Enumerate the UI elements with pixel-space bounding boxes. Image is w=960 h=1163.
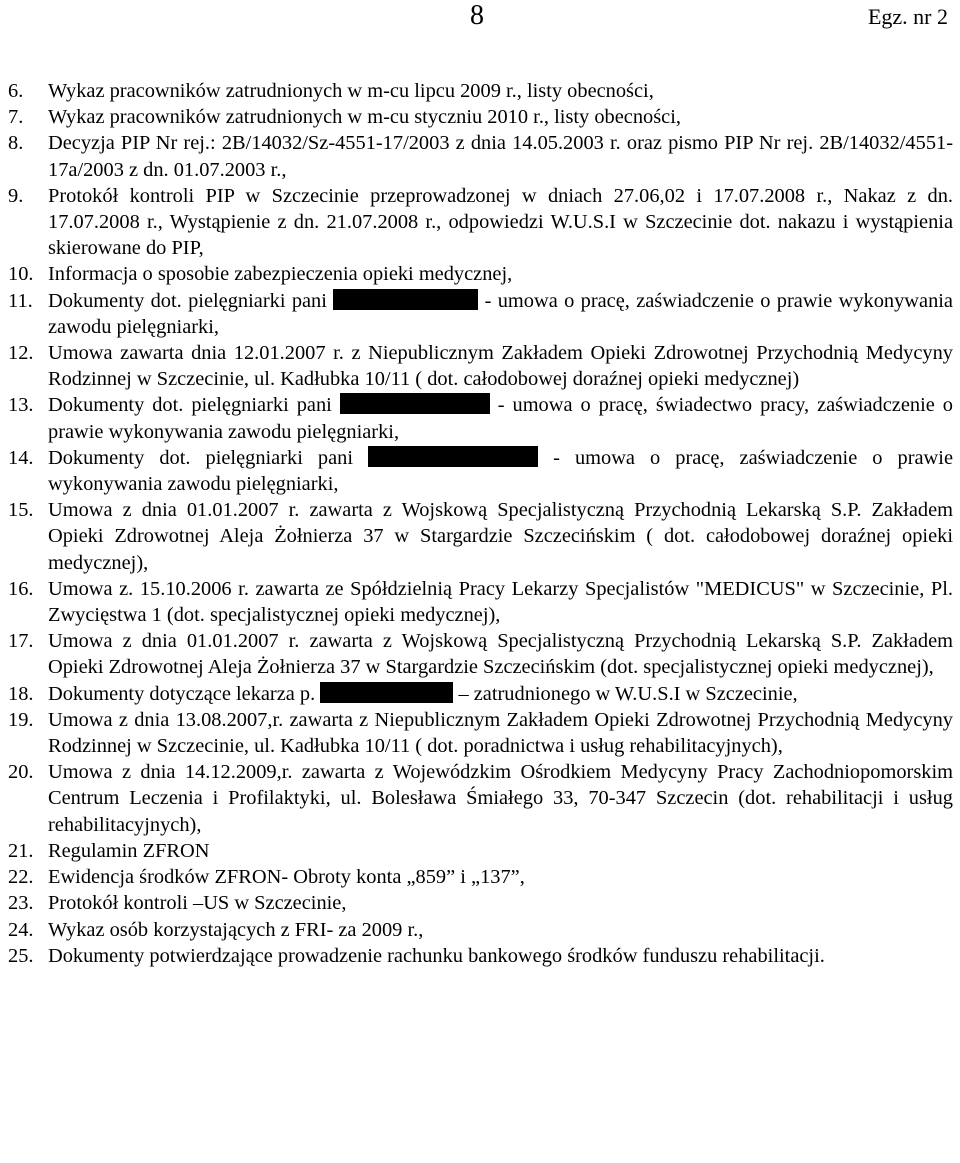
document-list (8, 78, 953, 969)
item-number: 17. (8, 630, 34, 653)
list-item (8, 759, 953, 838)
item-text: Decyzja PIP Nr rej.: 2B/14032/Sz-4551-17/2003 z dnia 14.05.2003 r. oraz pismo PIP Nr rej. 2B/14032/4551-17a/2003 z dn. 01.07.2003 r., (48, 132, 953, 181)
item-number: 22. (8, 866, 34, 889)
list-item (8, 864, 953, 890)
page-number: 8 (470, 0, 484, 31)
list-item (8, 445, 953, 497)
list-item (8, 78, 953, 104)
item-text-start: Dokumenty dot. pielęgniarki pani (48, 289, 327, 312)
copy-label: Egz. nr 2 (867, 4, 948, 29)
item-text: Wykaz osób korzystających z FRI- za 2009 r., (48, 918, 424, 941)
list-item (8, 183, 953, 262)
item-text-end: – zatrudnionego w W.U.S.I w Szczecinie, (458, 682, 798, 705)
redacted-name (320, 682, 453, 703)
list-item (8, 943, 953, 969)
item-number: 12. (8, 342, 34, 365)
item-text: Umowa z dnia 14.12.2009,r. zawarta z Wojewódzkim Ośrodkiem Medycyny Pracy Zachodniopomorskim Centrum Leczenia i Profilaktyki, ul. Bolesława Śmiałego 33, 70-347 Szczecin (dot. rehabilitacji i usług rehabilitacyjnych), (48, 761, 953, 836)
list-item (8, 838, 953, 864)
item-text: Regulamin ZFRON (48, 839, 210, 862)
item-text: Umowa z. 15.10.2006 r. zawarta ze Spółdzielnią Pracy Lekarzy Specjalistów "MEDICUS" w Szczecinie, Pl. Zwycięstwa 1 (dot. specjalistycznej opieki medycznej), (48, 577, 953, 627)
item-text-end: - umowa o pracę, zaświadczenie o prawie wykonywania zawodu pielęgniarki, (48, 446, 953, 496)
item-text-start: Dokumenty dotyczące lekarza p. (48, 682, 316, 705)
item-text-end: - umowa o pracę, zaświadczenie o prawie wykonywania zawodu pielęgniarki, (48, 289, 953, 338)
item-number: 24. (8, 918, 34, 941)
list-item (8, 576, 953, 628)
item-number: 25. (8, 944, 34, 967)
list-item (8, 628, 953, 680)
list-item (8, 890, 953, 916)
item-number: 11. (8, 289, 33, 312)
item-text: Protokół kontroli PIP w Szczecinie przeprowadzonej w dniach 27.06,02 i 17.07.2008 r., Nakaz z dn. 17.07.2008 r., Wystąpienie z dn. 21.07.2008 r., odpowiedzi W.U.S.I w Szczecinie dot. nakazu i wystąpienia skierowane do PIP, (48, 184, 953, 260)
redacted-name (333, 289, 478, 310)
item-number: 18. (8, 682, 34, 705)
item-number: 19. (8, 708, 34, 731)
item-text: Umowa z dnia 01.01.2007 r. zawarta z Wojskową Specjalistyczną Przychodnią Lekarską S.P. Zakładem Opieki Zdrowotnej Aleja Żołnierza 37 w Stargardzie Szczecińskim ( dot. całodobowej doraźnej opieki medycznej), (48, 499, 953, 574)
item-number: 15. (8, 499, 34, 522)
item-number: 23. (8, 892, 34, 915)
item-number: 10. (8, 263, 34, 286)
item-number: 14. (8, 446, 34, 469)
list-item (8, 130, 953, 182)
item-number: 21. (8, 839, 34, 862)
item-text-start: Dokumenty dot. pielęgniarki pani (48, 446, 354, 469)
item-number: 7. (8, 106, 24, 129)
list-item (8, 104, 953, 130)
item-number: 8. (8, 132, 24, 155)
item-text: Dokumenty potwierdzające prowadzenie rachunku bankowego środków funduszu rehabilitacji. (48, 944, 825, 967)
list-item (8, 497, 953, 576)
item-text: Umowa z dnia 13.08.2007,r. zawarta z Niepublicznym Zakładem Opieki Zdrowotnej Przychodnią Medycyny Rodzinnej w Szczecinie, ul. Kadłubka 10/11 ( dot. poradnictwa i usług rehabilitacyjnych), (48, 708, 953, 758)
item-text: Umowa z dnia 01.01.2007 r. zawarta z Wojskową Specjalistyczną Przychodnią Lekarską S.P. Zakładem Opieki Zdrowotnej Aleja Żołnierza 37 w Stargardzie Szczecińskim (dot. specjalistycznej opieki medycznej), (48, 630, 953, 679)
item-text: Umowa zawarta dnia 12.01.2007 r. z Niepublicznym Zakładem Opieki Zdrowotnej Przychodnią Medycyny Rodzinnej w Szczecinie, ul. Kadłubka 10/11 ( dot. całodobowej doraźnej opieki medycznej) (48, 342, 953, 391)
list-item (8, 340, 953, 392)
item-text: Informacja o sposobie zabezpieczenia opieki medycznej, (48, 263, 513, 286)
item-number: 9. (8, 184, 24, 207)
list-item (8, 261, 953, 287)
item-text-start: Dokumenty dot. pielęgniarki pani (48, 394, 332, 417)
item-text-end: - umowa o pracę, świadectwo pracy, zaświadczenie o prawie wykonywania zawodu pielęgniarki, (48, 394, 953, 443)
list-item (8, 917, 953, 943)
item-number: 13. (8, 394, 34, 417)
list-item (8, 392, 953, 444)
item-text: Wykaz pracowników zatrudnionych w m-cu styczniu 2010 r., listy obecności, (48, 106, 681, 129)
redacted-name (368, 446, 538, 467)
item-number: 6. (8, 80, 24, 102)
item-number: 16. (8, 577, 34, 600)
item-text: Ewidencja środków ZFRON- Obroty konta „859” i „137”, (48, 866, 525, 889)
list-item (8, 288, 953, 340)
list-item (8, 707, 953, 759)
item-text: Protokół kontroli –US w Szczecinie, (48, 892, 347, 915)
item-text: Wykaz pracowników zatrudnionych w m-cu lipcu 2009 r., listy obecności, (48, 80, 654, 102)
list-item (8, 681, 953, 707)
redacted-name (340, 393, 490, 414)
item-number: 20. (8, 761, 34, 784)
